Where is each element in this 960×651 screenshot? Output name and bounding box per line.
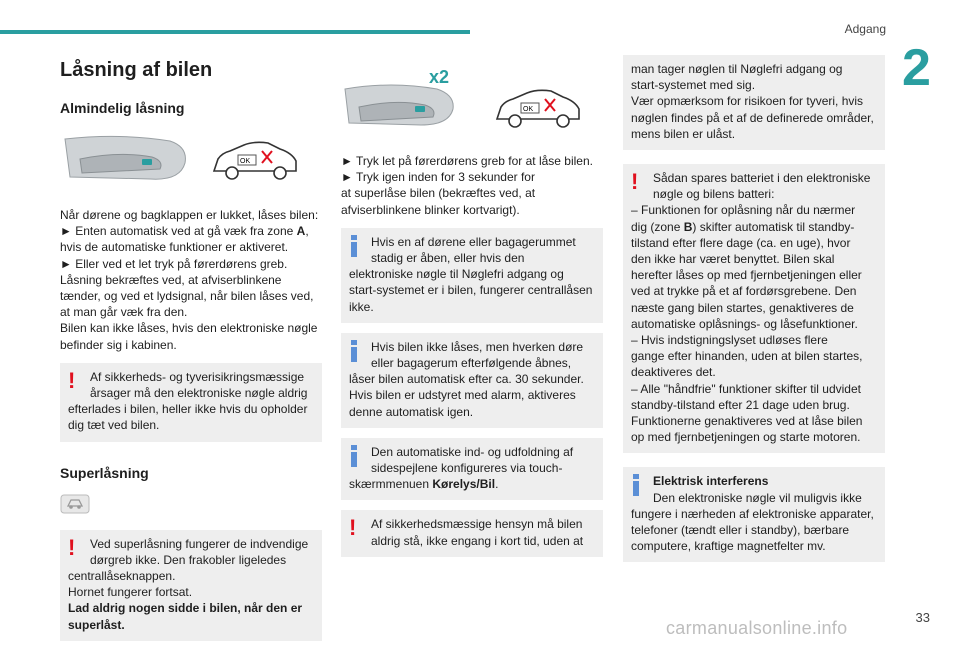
exclamation-icon: ! — [68, 534, 76, 560]
car-lock-icon — [493, 85, 583, 137]
exclamation-icon: ! — [349, 515, 357, 541]
warning-box-continued: man tager nøglen til Nøglefri adgang og start-systemet med sig. Vær opmærksom for risikoen for tyveri, hvis nøglen findes på et af de definerede områder, mens bilen er ulåst. — [623, 55, 885, 150]
body-text: Når dørene og bagklappen er lukket, låses bilen: ► Enten automatisk ved at gå væk fra zone A, hvis de automatiske funktioner er aktiveret. ► Eller ved et let tryk på førerdørens greb. Låsning bekræftes ved, at afviserblinkene tænder, og ved et lydsignal, når bilen låses ved, at man går væk fra den. Bilen kan ikke låses, hvis den elektroniske nøgle befinder sig i kabinen. — [60, 208, 319, 352]
illustration-handle-lock — [60, 129, 322, 199]
watermark: carmanualsonline.info — [666, 618, 848, 638]
info-icon — [349, 235, 359, 257]
car-lock-icon — [210, 137, 300, 185]
warning-box: ! Af sikkerhedsmæssige hensyn må bilen aldrig stå, ikke engang i kort tid, uden at — [341, 510, 603, 556]
exclamation-icon: ! — [68, 367, 76, 393]
warning-box: ! Sådan spares batteriet i den elektroniske nøgle og bilens batteri: – Funktionen for oplåsning når du nærmer dig (zone B) skifter automatisk til standby- tilstand efter flere dage (ca. en uge), hvor den ikke har været benyttet. Bilen skal herefter låses op med fjernbetjeningen eller ved at trykke på et af fordørsgrebene. Den næste gang bilen startes, genaktiveres de automatiske oplåsnings- og låsefunktioner. – Hvis indstigningslyset udløses flere gange efter hinanden, uden at bilen startes, deaktiveres det. – Alle "håndfrie" funktioner skifter til udvidet standby-tilstand efter 21 dage uden brug. Funktionerne genaktiveres ved at låse bilen op med fjernbetjeningen og starte motoren. — [623, 164, 885, 453]
column-2 — [341, 55, 603, 567]
superlock-icon — [60, 494, 322, 516]
info-icon — [349, 445, 359, 467]
press-count-label: x2 — [429, 67, 450, 87]
info-icon — [631, 474, 641, 496]
info-icon — [349, 340, 359, 362]
section-title: Adgang — [844, 22, 886, 36]
warning-box: ! Af sikkerheds- og tyverisikringsmæssige årsager må den elektroniske nøgle aldrig efterlades i bilen, heller ikke hvis du opholder dig tæt ved bilen. — [60, 363, 322, 442]
illustration-double-press — [341, 69, 603, 145]
info-box: Hvis bilen ikke låses, men hverken døre eller bagagerum efterfølgende åbnes, låser bilen automatisk efter ca. 30 sekunder. Hvis bilen er udstyret med alarm, aktiveres denne automatisk igen. — [341, 333, 603, 428]
section-heading-superlock: Superlåsning — [60, 464, 149, 481]
door-handle-icon — [60, 129, 190, 189]
exclamation-icon: ! — [631, 169, 639, 195]
info-box: Hvis en af dørene eller bagagerummet stadig er åben, eller hvis den elektroniske nøgle til Nøglefri adgang og start-systemet er i bilen, fungerer centrallåsen ikke. — [341, 228, 603, 323]
svg-text:OK: OK — [240, 158, 251, 165]
svg-text:OK: OK — [523, 106, 534, 113]
column-1 — [60, 55, 322, 651]
body-text: ► Tryk let på førerdørens greb for at låse bilen. ► Tryk igen inden for 3 sekunder for at superlåse bilen (bekræftes ved, at afviserblinkene blinker kortvarigt). — [341, 154, 593, 217]
column-3 — [623, 55, 885, 572]
warning-box: ! Ved superlåsning fungerer de indvendige dørgreb ikke. Den frakobler ligeledes centrallåseknappen. Hornet fungerer fortsat. Lad aldrig nogen sidde i bilen, når den er superlåst. — [60, 530, 322, 641]
section-heading: Almindelig låsning — [60, 100, 185, 116]
page-number: 33 — [915, 610, 930, 625]
chapter-number: 2 — [902, 39, 931, 97]
info-box: Elektrisk interferens Den elektroniske nøgle vil muligvis ikke fungere i nærheden af elektroniske apparater, telefoner (tændt eller i standby), bærbare computere, kraftige magnetfelter mv. — [623, 467, 885, 562]
page-title: Låsning af bilen — [60, 59, 213, 81]
info-box: Den automatiske ind- og udfoldning af sidespejlene konfigureres via touch- skærmmenuen Kørelys/Bil. — [341, 438, 603, 501]
header-accent-bar — [0, 30, 470, 34]
